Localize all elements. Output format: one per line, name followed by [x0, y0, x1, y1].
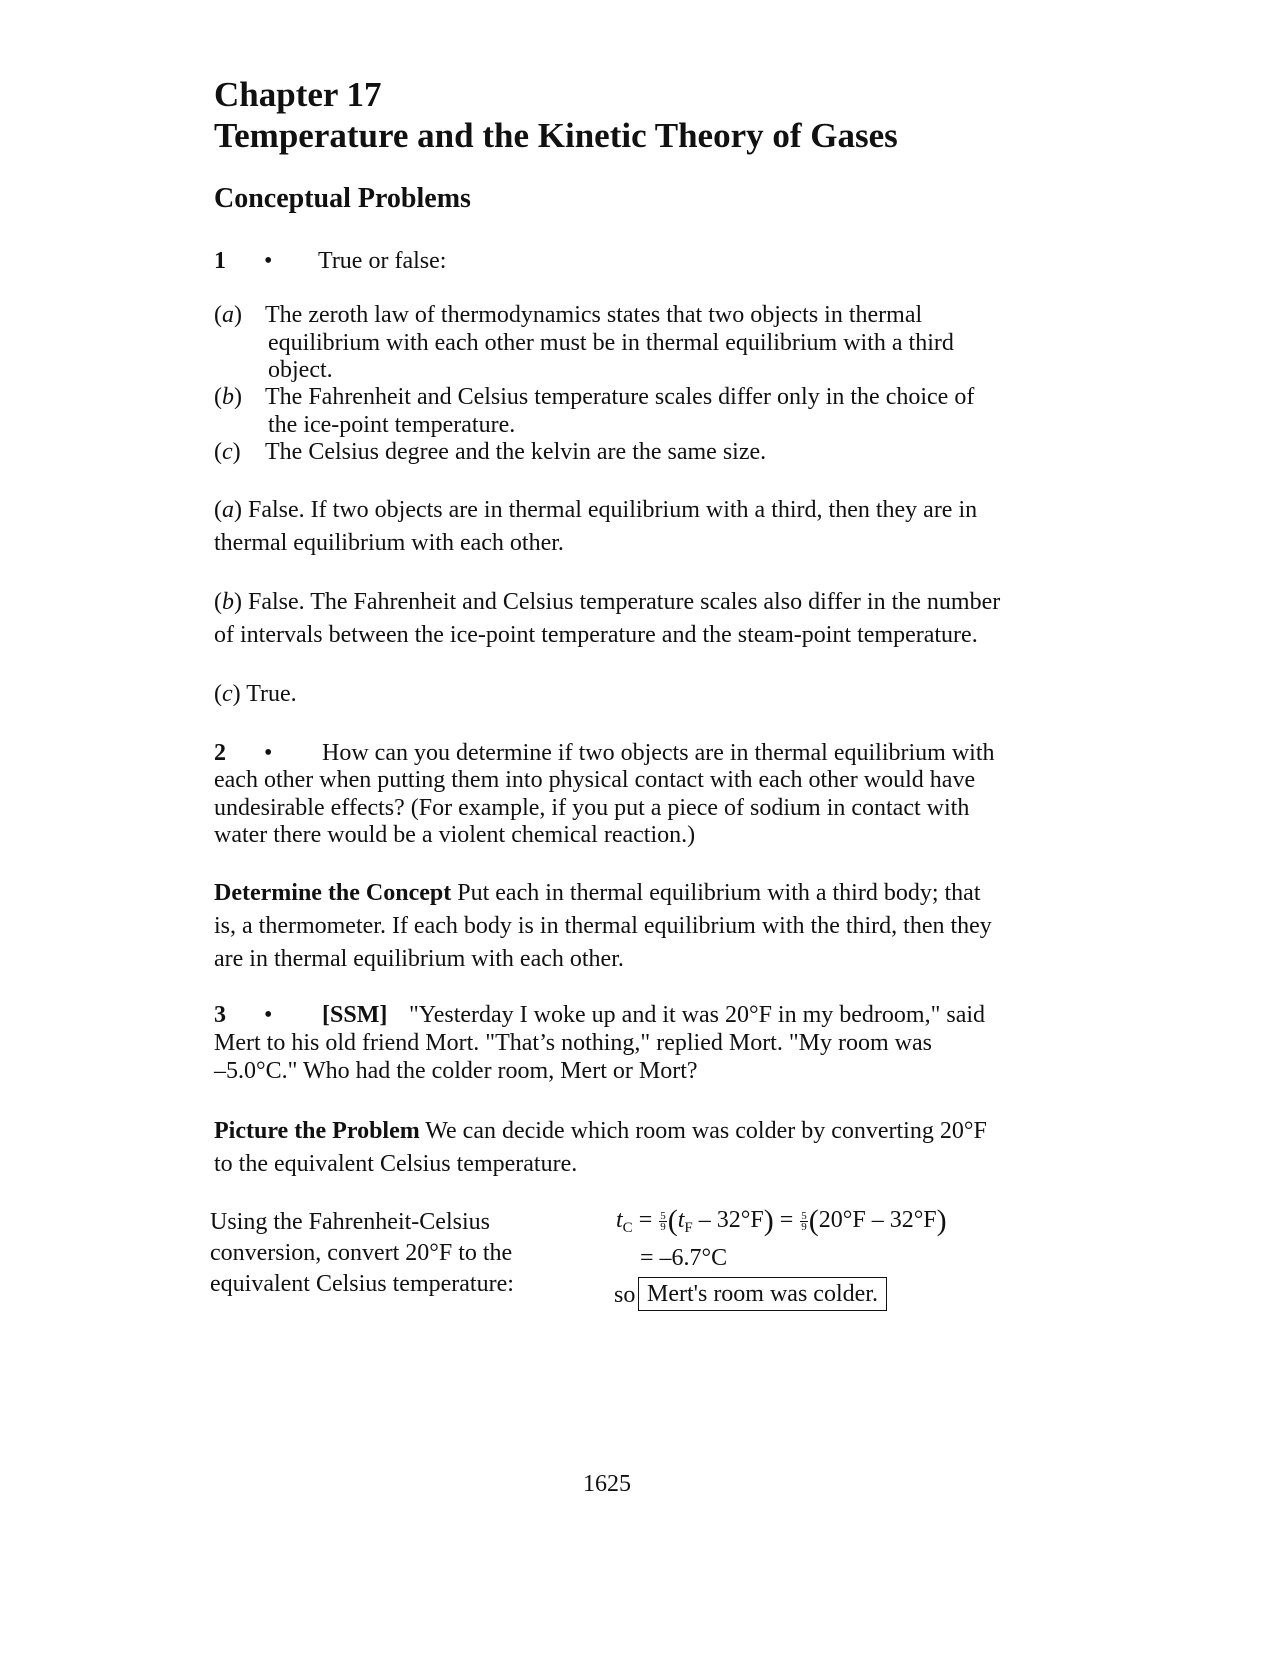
- problem-2-question-line-3: undesirable effects? (For example, if you put a piece of sodium in contact with: [214, 795, 970, 821]
- conversion-step-text: Using the Fahrenheit-Celsius conversion, convert 20°F to the equivalent Celsius temperature:: [210, 1209, 514, 1297]
- problem-1-bullet: •: [264, 248, 273, 274]
- fraction-5-9: $\frac{5}{9}$: [660, 1209, 666, 1233]
- picture-the-problem: Picture the Problem We can decide which room was colder by converting 20°F to the equivalent Celsius temperature.: [214, 1118, 987, 1177]
- problem-3-bullet: •: [264, 1002, 273, 1028]
- item-c-label: (c): [214, 439, 241, 465]
- problem-2-number: 2: [214, 740, 226, 766]
- item-c-line-1: The Celsius degree and the kelvin are the same size.: [265, 439, 767, 465]
- item-a-line-2: equilibrium with each other must be in thermal equilibrium with a third: [268, 330, 954, 356]
- fraction-5-9-second: $\frac{5}{9}$: [801, 1209, 807, 1233]
- answer-b: (b) False. The Fahrenheit and Celsius temperature scales also differ in the number of intervals between the ice-point temperature and the steam-point temperature.: [214, 589, 1001, 648]
- item-b-label: (b): [214, 384, 242, 410]
- equation-so: so: [614, 1282, 636, 1308]
- section-heading: Conceptual Problems: [214, 183, 471, 214]
- problem-3-tag: [SSM]: [322, 1002, 388, 1028]
- item-a-label: (a): [214, 302, 242, 328]
- determine-concept-lead: Determine the Concept: [214, 880, 452, 906]
- problem-2-question-line-4: water there would be a violent chemical reaction.): [214, 822, 696, 848]
- item-a-line-3: object.: [268, 357, 333, 383]
- chapter-title: Temperature and the Kinetic Theory of Gases: [214, 116, 898, 155]
- equation-result: = –6.7°C: [640, 1245, 728, 1271]
- problem-1-prompt: True or false:: [318, 248, 447, 274]
- problem-1-number: 1: [214, 248, 226, 274]
- problem-3-question-line-2: Mert to his old friend Mort. "That’s nothing," replied Mort. "My room was: [214, 1030, 932, 1056]
- picture-lead: Picture the Problem: [214, 1118, 420, 1144]
- answer-c: (c) True.: [214, 681, 297, 707]
- problem-2-question-line-2: each other when putting them into physical contact with each other would have: [214, 767, 976, 793]
- problem-3-question-line-3: –5.0°C." Who had the colder room, Mert or Mort?: [214, 1058, 698, 1084]
- answer-a: (a) False. If two objects are in thermal equilibrium with a third, then they are in thermal equilibrium with each other.: [214, 497, 978, 556]
- item-b-line-1: The Fahrenheit and Celsius temperature scales differ only in the choice of: [265, 384, 975, 410]
- conversion-equation: $t_C$ = $\frac{5}{9}$ $(t_F - 32^\circ F)$ = $\frac{5}{9}$ (20°F – 32°F): [616, 1204, 947, 1237]
- problem-2-bullet: •: [264, 740, 273, 766]
- item-a-line-1: The zeroth law of thermodynamics states that two objects in thermal: [265, 302, 923, 328]
- problem-3-question-line-1: "Yesterday I woke up and it was 20°F in my bedroom," said: [409, 1002, 986, 1028]
- chapter-number: Chapter 17: [214, 75, 382, 114]
- conclusion-box: [638, 1277, 887, 1311]
- problem-2-question-line-1: How can you determine if two objects are in thermal equilibrium with: [322, 740, 995, 766]
- problem-3-number: 3: [214, 1002, 226, 1028]
- page-number: 1625: [583, 1471, 631, 1497]
- problem-2-answer: Determine the Concept Put each in thermal equilibrium with a third body; that is, a thermometer. If each body is in thermal equilibrium with the third, then they are in thermal equilibrium with each other.: [214, 880, 992, 972]
- item-b-line-2: the ice-point temperature.: [268, 412, 516, 438]
- conclusion-text: Mert's room was colder.: [638, 1277, 887, 1311]
